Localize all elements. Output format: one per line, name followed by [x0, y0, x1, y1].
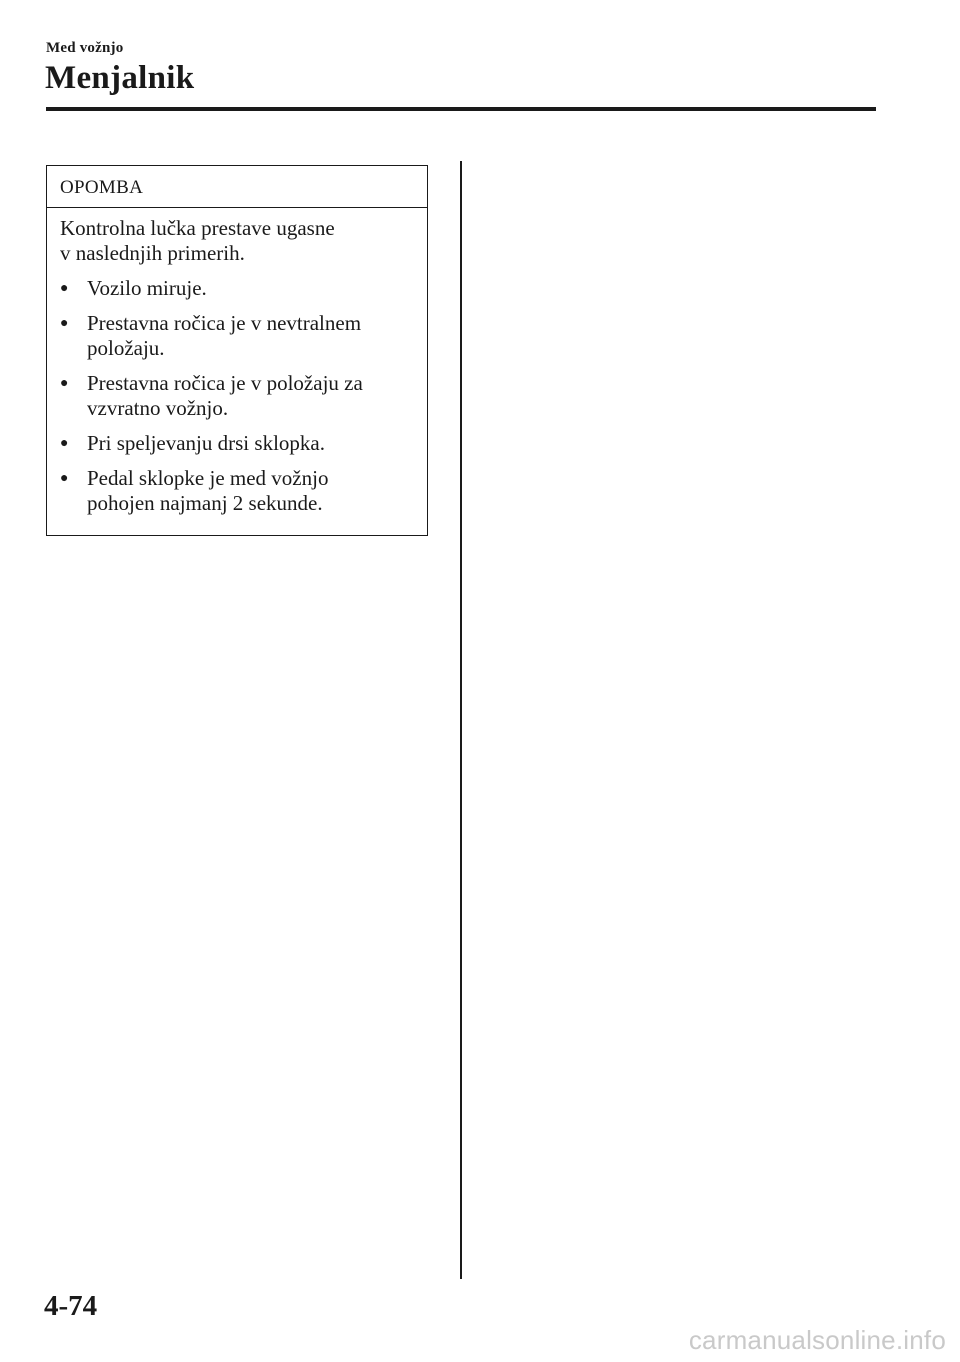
list-item-text: Prestavna ročica je v položaju za	[87, 371, 363, 395]
title-rule	[46, 107, 876, 111]
section-label: Med vožnjo	[46, 40, 124, 56]
bullet-icon: ●	[60, 436, 69, 451]
list-item-text-continued: pohojen najmanj 2 sekunde.	[87, 491, 323, 515]
list-item	[60, 276, 413, 301]
bullet-icon: ●	[60, 376, 69, 391]
bullet-icon: ●	[60, 316, 69, 331]
list-item-text: Pri speljevanju drsi sklopka.	[87, 431, 325, 455]
page-title: Menjalnik	[45, 60, 195, 96]
list-item	[60, 371, 413, 421]
column-divider	[460, 161, 462, 1279]
list-item-text: Pedal sklopke je med vožnjo	[87, 466, 329, 490]
list-item	[60, 466, 413, 516]
note-intro	[60, 216, 413, 266]
note-intro-line-2: v naslednjih primerih.	[60, 241, 245, 265]
list-item-text: Prestavna ročica je v nevtralnem	[87, 311, 362, 335]
list-item-text: Vozilo miruje.	[87, 276, 207, 300]
watermark: carmanualsonline.info	[688, 1325, 946, 1355]
note-list	[60, 276, 413, 516]
note-intro-line-1: Kontrolna lučka prestave ugasne	[60, 216, 335, 240]
note-heading: OPOMBA	[47, 166, 427, 208]
list-item	[60, 311, 413, 361]
note-body	[47, 208, 427, 516]
list-item-text-continued: položaju.	[87, 336, 165, 360]
page-number: 4-74	[44, 1290, 98, 1322]
list-item	[60, 431, 413, 456]
note-box	[46, 165, 428, 536]
list-item-text-continued: vzvratno vožnjo.	[87, 396, 229, 420]
bullet-icon: ●	[60, 471, 69, 486]
bullet-icon: ●	[60, 281, 69, 296]
